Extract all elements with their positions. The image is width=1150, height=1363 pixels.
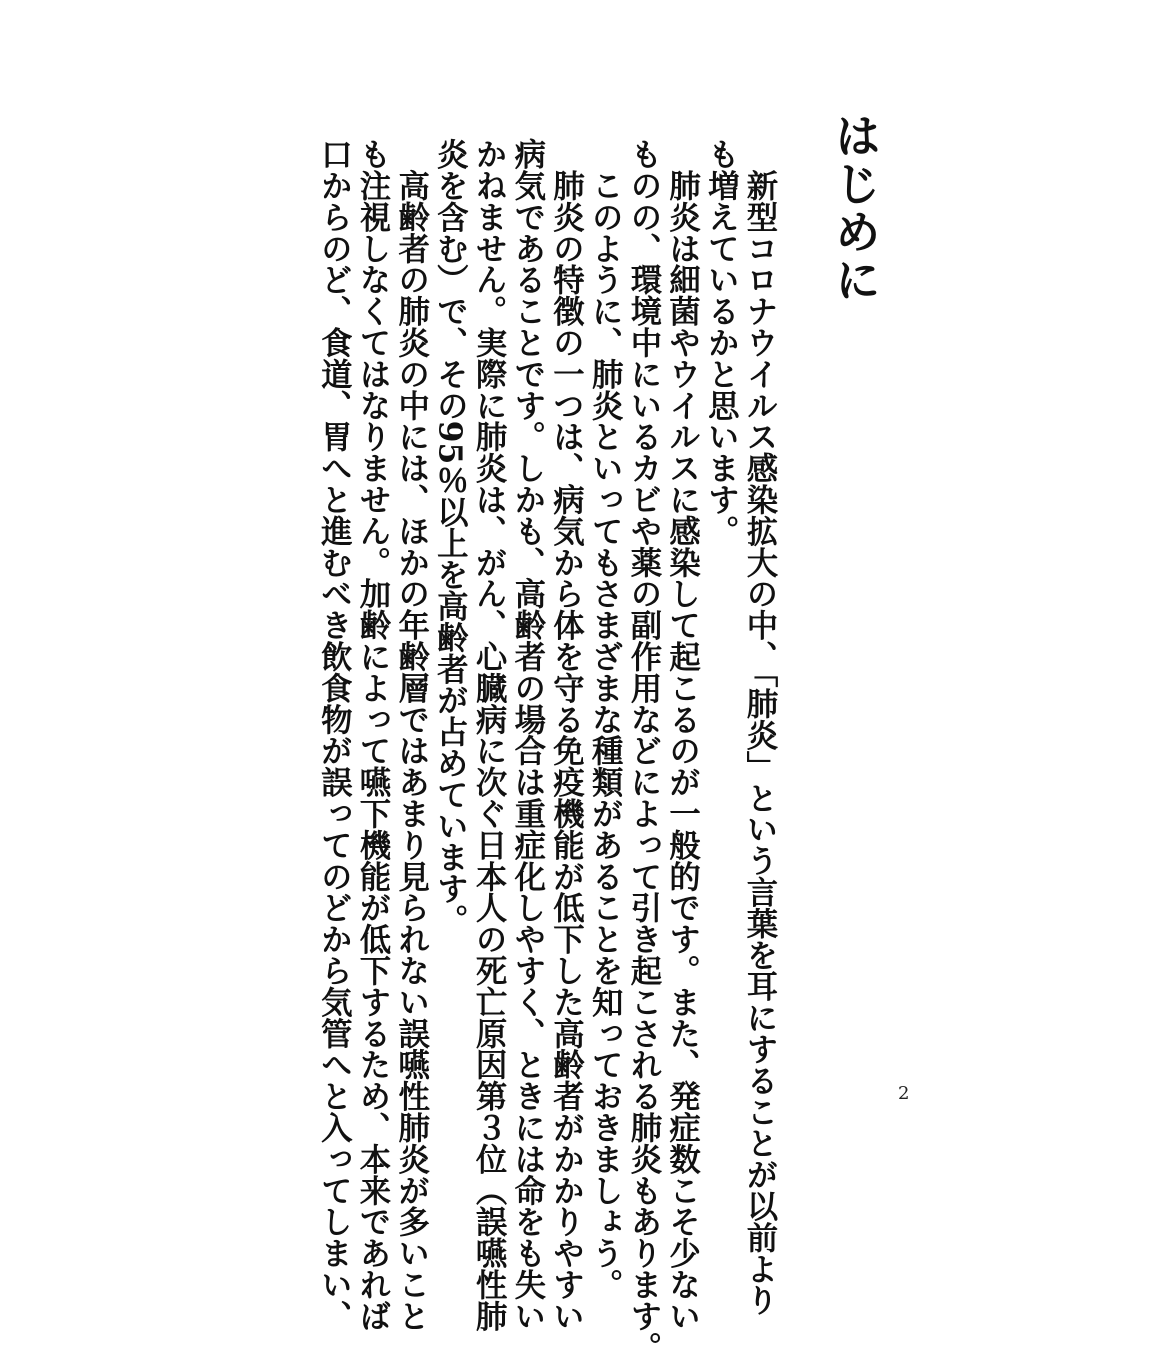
body-text: [314, 138, 778, 1363]
text-column: このように、肺炎といってもさまざまな種類があることを知っておきましょう。: [586, 138, 623, 1300]
text-column: 肺炎は細菌やウイルスに感染して起こるのが一般的です。また、発症数こそ少ない: [663, 138, 700, 1332]
text-column: も増えているかと思います。: [702, 138, 739, 547]
text-column: 肺炎の特徴の一つは、病気から体を守る免疫機能が低下した高齢者がかかりやすい: [547, 138, 584, 1332]
text-column: 炎を含む）で、その95％以上を高齢者が占めています。: [431, 138, 468, 936]
text-column: 病気であることです。しかも、高齢者の場合は重症化しやすく、ときには命をも失い: [508, 138, 545, 1332]
page-number: 2: [898, 1083, 910, 1104]
text-column: かねません。実際に肺炎は、がん、心臓病に次ぐ日本人の死亡原因第３位（誤嚥性肺: [470, 138, 507, 1332]
text-column: ものの、環境中にいるカビや薬の副作用などによって引き起こされる肺炎もあります。: [624, 138, 661, 1363]
text-column: 口からのど、食道、胃へと進むべき飲食物が誤ってのどから気管へと入ってしまい、: [315, 138, 352, 1332]
chapter-title: はじめに: [828, 112, 882, 304]
text-column: も注視しなくてはなりません。加齢によって嚥下機能が低下するため、本来であれば: [353, 138, 390, 1332]
text-column: 高齢者の肺炎の中には、ほかの年齢層ではあまり見られない誤嚥性肺炎が多いこと: [392, 138, 429, 1332]
text-column: 新型コロナウイルス感染拡大の中、「肺炎」という言葉を耳にすることが以前より: [741, 138, 777, 1316]
